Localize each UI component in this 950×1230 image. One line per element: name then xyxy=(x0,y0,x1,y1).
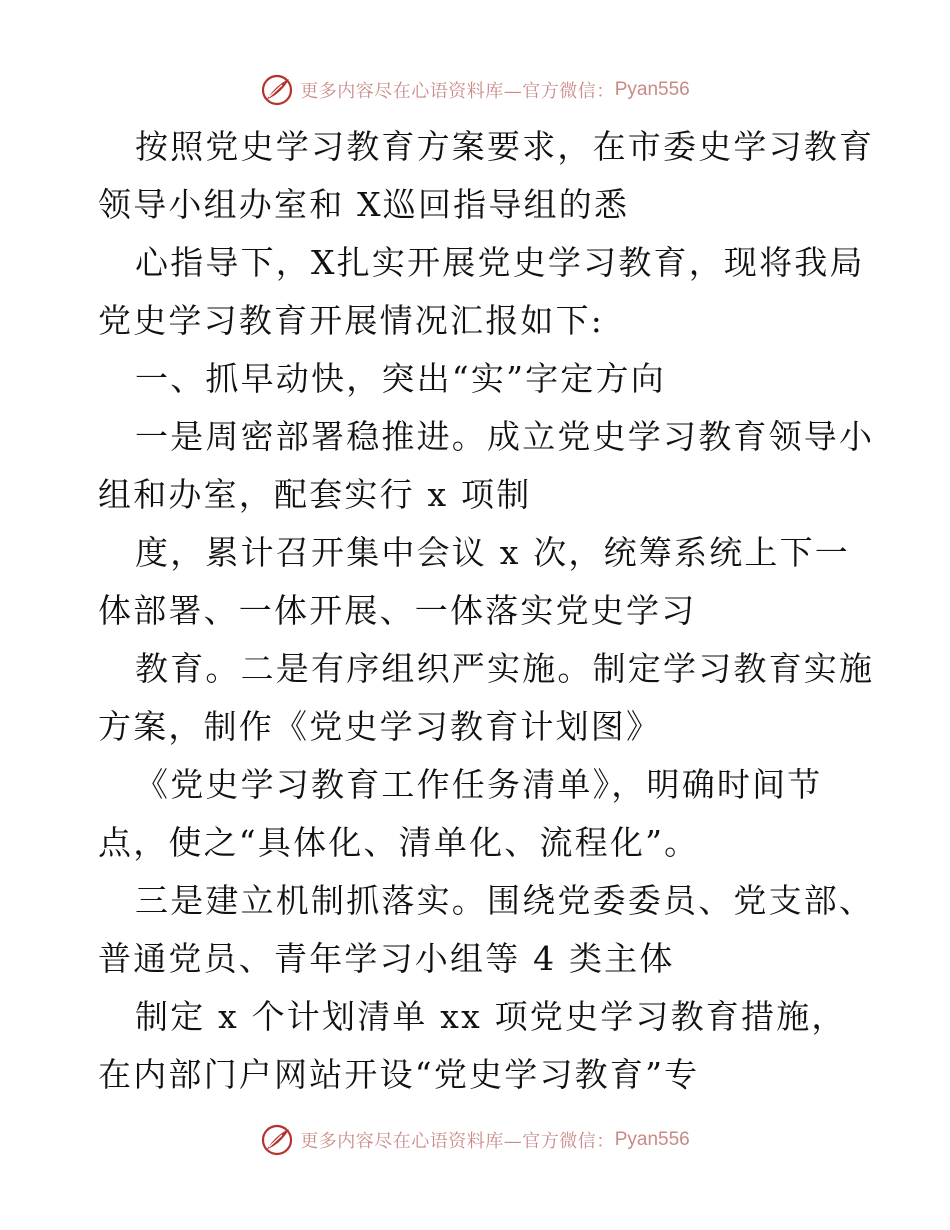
quill-logo-icon xyxy=(260,1123,294,1157)
text-line: 领导小组办室和 X巡回指导组的悉 xyxy=(98,185,630,224)
text-line: 普通党员、青年学习小组等 4 类主体 xyxy=(98,939,675,978)
header-watermark xyxy=(0,70,950,110)
text-line: 方案，制作《党史学习教育计划图》 xyxy=(98,707,662,746)
footer-watermark xyxy=(0,1120,950,1160)
text-line: 按照党史学习教育方案要求，在市委史学习教育 xyxy=(135,127,875,166)
watermark-wechat-id: Pyan556 xyxy=(614,1129,690,1150)
text-line: 体部署、一体开展、一体落实党史学习 xyxy=(98,591,697,630)
text-line: 一是周密部署稳推进。成立党史学习教育领导小 xyxy=(135,417,875,456)
text-line: 《党史学习教育工作任务清单》，明确时间节 xyxy=(135,765,823,804)
text-line: 在内部门户网站开设“党史学习教育”专 xyxy=(98,1055,700,1094)
text-line: 心指导下，X扎实开展党史学习教育，现将我局 xyxy=(135,243,865,282)
text-line: 度，累计召开集中会议 x 次，统筹系统上下一 xyxy=(135,533,850,572)
text-line: 教育。二是有序组织严实施。制定学习教育实施 xyxy=(135,649,875,688)
text-line: 组和办室，配套实行 x 项制 xyxy=(98,475,532,514)
document-body xyxy=(98,118,875,1104)
watermark-text: 更多内容尽在心语资料库—官方微信： xyxy=(300,81,615,102)
quill-logo-icon xyxy=(260,73,294,107)
section-heading: 一、抓早动快，突出“实”字定方向 xyxy=(135,359,666,398)
text-line: 党史学习教育开展情况汇报如下: xyxy=(98,301,605,340)
watermark-wechat-id: Pyan556 xyxy=(614,79,690,100)
watermark-text: 更多内容尽在心语资料库—官方微信： xyxy=(300,1131,615,1152)
text-line: 制定 x 个计划清单 xx 项党史学习教育措施， xyxy=(135,997,847,1036)
text-line: 点，使之“具体化、清单化、流程化”。 xyxy=(98,823,700,862)
text-line: 三是建立机制抓落实。围绕党委委员、党支部、 xyxy=(135,881,875,920)
